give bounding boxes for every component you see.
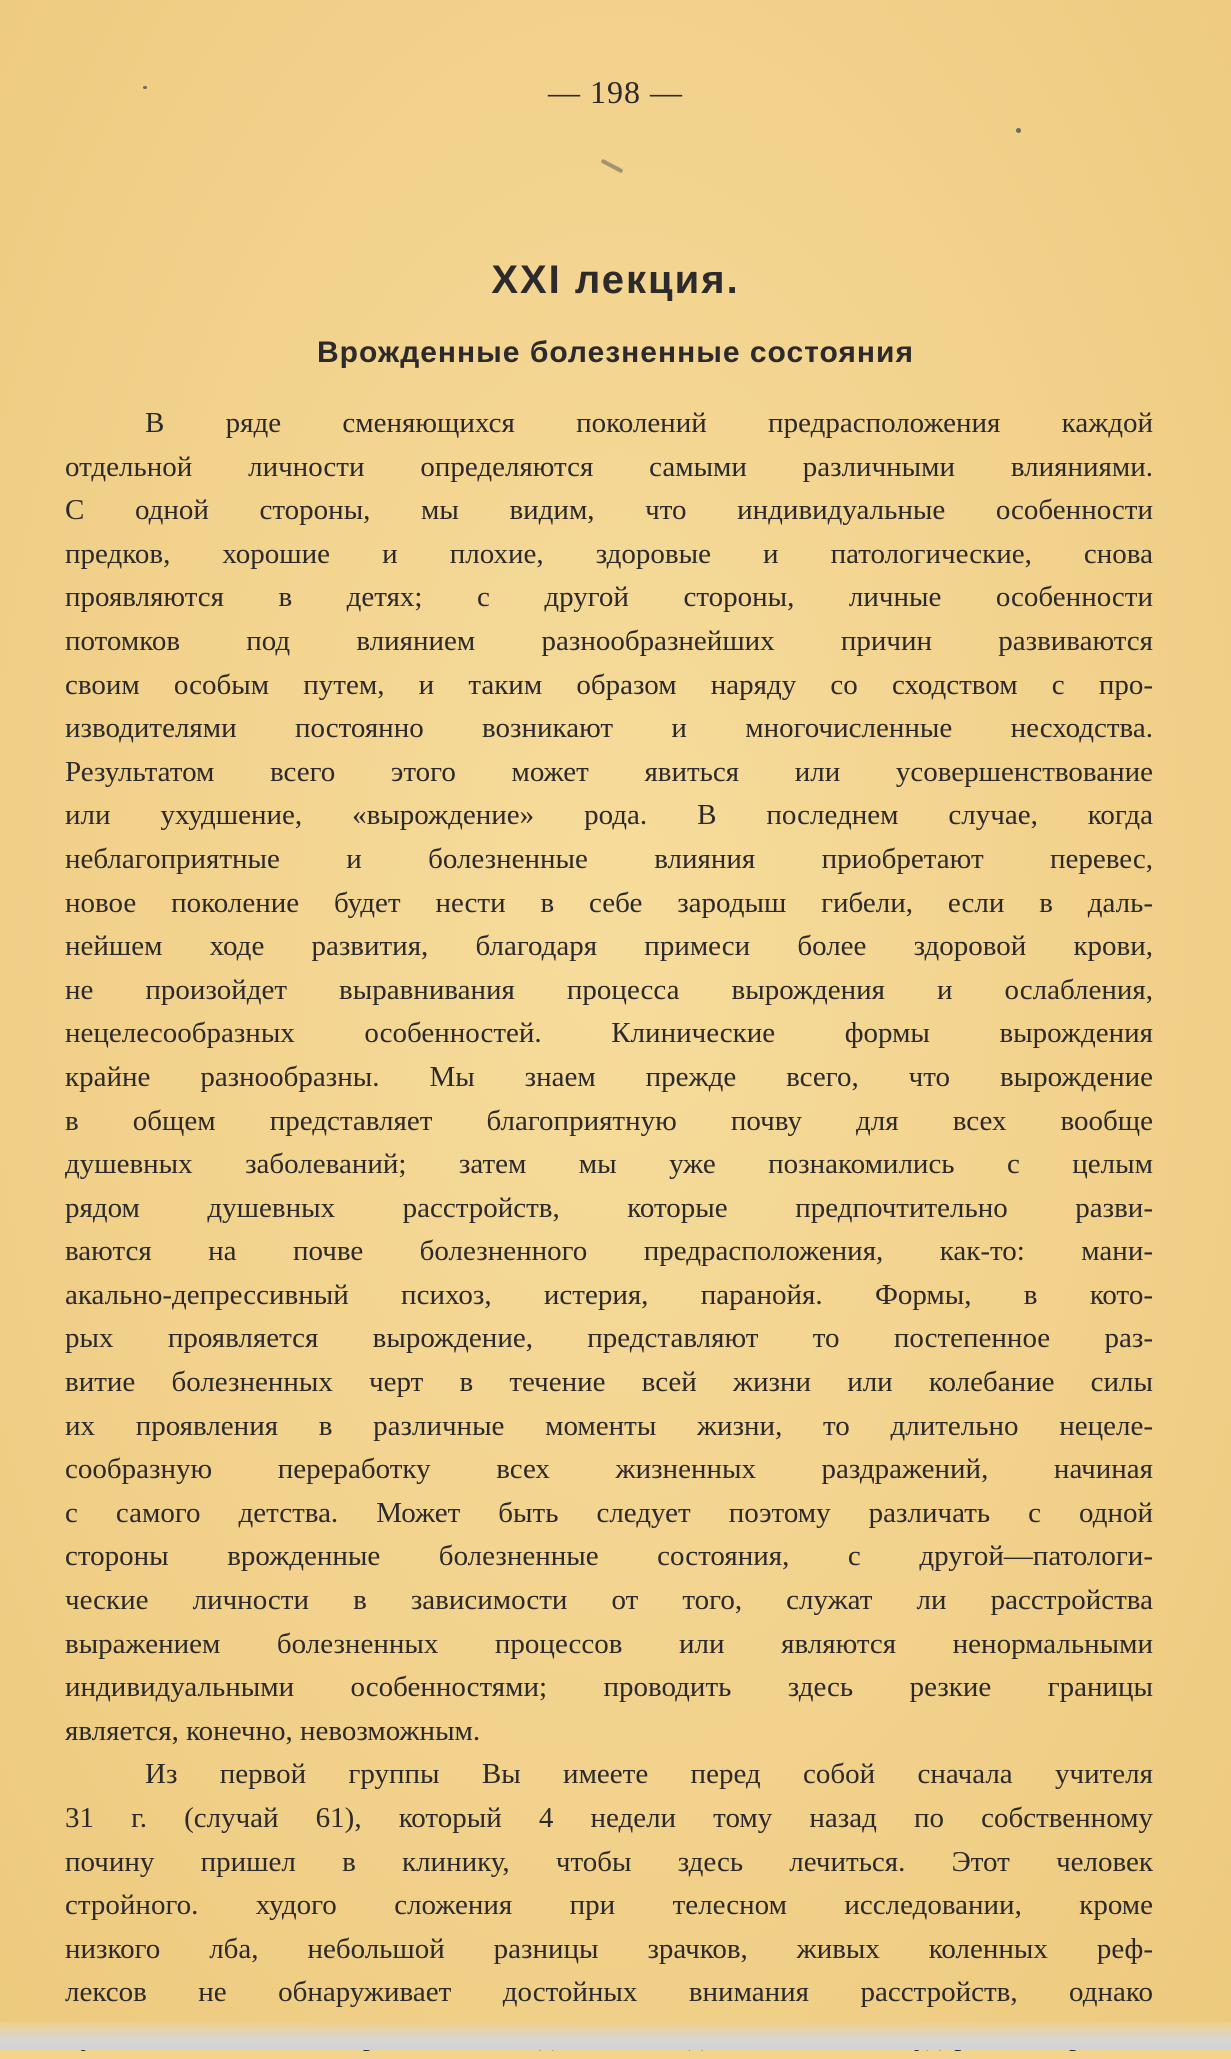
text-line: стороны врожденные болезненные состояния, с другой—патологи-	[65, 1540, 1153, 1573]
page-bottom-edge	[0, 2022, 1231, 2050]
text-line: индивидуальными особенностями; проводить здесь резкие границы	[65, 1671, 1153, 1704]
ink-speck	[1016, 128, 1021, 133]
text-line: В ряде сменяющихся поколений предрасположения каждой	[145, 407, 1153, 439]
text-line: не произойдет выравнивания процесса вырождения и ослабления,	[65, 973, 1153, 1006]
text-line: потомков под влиянием разнообразнейших причин развиваются	[65, 624, 1153, 657]
text-line: Результатом всего этого может явиться или усовершенствование	[65, 755, 1153, 788]
text-line: ческие личности в зависимости от того, служат ли расстройства	[65, 1584, 1153, 1617]
text-line: новое поколение будет нести в себе зародыш гибели, если в даль-	[65, 886, 1153, 919]
lecture-title: XXI лекция.	[491, 258, 740, 302]
body-text	[65, 402, 1153, 2059]
text-line: предков, хорошие и плохие, здоровые и патологические, снова	[65, 537, 1153, 570]
text-line: душевных заболеваний; затем мы уже познакомились с целым	[65, 1148, 1153, 1181]
text-line: своим особым путем, и таким образом наряду со сходством с про-	[65, 668, 1153, 701]
text-line: или ухудшение, «вырождение» рода. В последнем случае, когда	[65, 799, 1153, 832]
section-title: Врожденные болезненные состояния	[317, 336, 914, 369]
text-line: стройного. худого сложения при телесном исследовании, кроме	[65, 1889, 1153, 1922]
text-line: С одной стороны, мы видим, что индивидуальные особенности	[65, 494, 1153, 527]
text-line: низкого лба, небольшой разницы зрачков, живых коленных реф-	[65, 1932, 1153, 1965]
text-line: акально-депрессивный психоз, истерия, паранойя. Формы, в кото-	[65, 1278, 1153, 1311]
page-number: — 198 —	[548, 74, 683, 110]
text-line: изводителями постоянно возникают и многочисленные несходства.	[65, 712, 1153, 745]
text-line: с самого детства. Может быть следует поэтому различать с одной	[65, 1496, 1153, 1529]
text-line: рядом душевных расстройств, которые предпочтительно разви-	[65, 1191, 1153, 1224]
text-line: выражением болезненных процессов или являются ненормальными	[65, 1627, 1153, 1660]
text-line: отдельной личности определяются самыми различными влияниями.	[65, 450, 1153, 483]
ink-speck	[600, 159, 623, 174]
text-line: ваются на почве болезненного предрасположения, как-то: мани-	[65, 1235, 1153, 1268]
text-line: витие болезненных черт в течение всей жизни или колебание силы	[65, 1366, 1153, 1399]
text-line: нецелесообразных особенностей. Клинические формы вырождения	[65, 1017, 1153, 1050]
text-line: 31 г. (случай 61), который 4 недели тому назад по собственному	[65, 1802, 1153, 1834]
text-line: неблагоприятные и болезненные влияния приобретают перевес,	[65, 842, 1153, 875]
text-line: Из первой группы Вы имеете перед собой сначала учителя	[145, 1758, 1153, 1791]
text-line: является, конечно, невозможным.	[65, 1714, 481, 1747]
text-line: проявляются в детях; с другой стороны, личные особенности	[65, 581, 1153, 614]
text-line: лексов не обнаруживает достойных внимания расстройств, однако	[65, 1976, 1153, 2009]
text-line: сообразную переработку всех жизненных раздражений, начиная	[65, 1453, 1153, 1486]
text-line: их проявления в различные моменты жизни, то длительно нецеле-	[65, 1409, 1153, 1442]
text-line: нейшем ходе развития, благодаря примеси более здоровой крови,	[65, 930, 1153, 963]
text-line: почину пришел в клинику, чтобы здесь лечиться. Этот человек	[65, 1845, 1153, 1878]
text-line: крайне разнообразны. Мы знаем прежде всего, что вырождение	[65, 1060, 1153, 1093]
text-line: рых проявляется вырождение, представляют то постепенное раз-	[65, 1322, 1153, 1355]
text-line: в общем представляет благоприятную почву для всех вообще	[65, 1104, 1153, 1137]
